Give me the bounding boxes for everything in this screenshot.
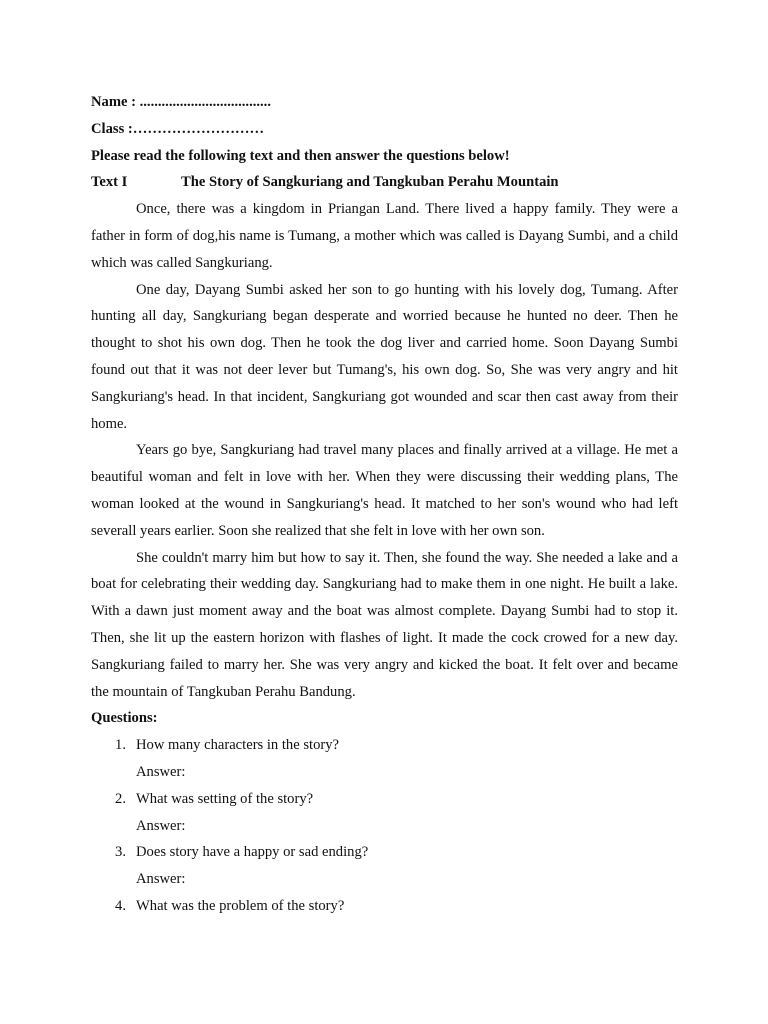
story-paragraph-2: One day, Dayang Sumbi asked her son to go hunting with his lovely dog, Tumang. After hunting all day, Sangkuriang began desperate and worried because he hunted no deer. Then he thought to shot his own dog. Then he took the dog liver and carried home. Soon Dayang Sumbi found out that it was not deer lever but Tumang's, his own dog. So, She was very angry and hit Sangkuriang's head. In that incident, Sangkuriang got wounded and scar then cast away from their home. <box>91 281 678 432</box>
questions-list <box>91 732 678 920</box>
question-text: What was setting of the story? <box>136 790 314 807</box>
instruction-text: Please read the following text and then answer the questions below! <box>91 147 510 164</box>
text-heading-row <box>91 169 678 196</box>
question-item-1 <box>91 732 678 759</box>
answer-label: Answer: <box>136 763 186 780</box>
story-paragraph-3: Years go bye, Sangkuriang had travel many places and finally arrived at a village. He met a beautiful woman and felt in love with her. When they were discussing their wedding plans, The woman looked at the wound in Sangkuriang's head. It matched to her son's wound who had left severall years earlier. Soon she realized that she felt in love with her own son. <box>91 442 678 539</box>
question-item-3 <box>91 839 678 866</box>
question-text: What was the problem of the story? <box>136 897 345 914</box>
question-text: Does story have a happy or sad ending? <box>136 844 369 861</box>
story-paragraph-1: Once, there was a kingdom in Priangan Land. There lived a happy family. They were a father in form of dog,his name is Tumang, a mother which was called is Dayang Sumbi, and a child which was called Sangkuriang. <box>91 201 678 271</box>
question-item-2 <box>91 786 678 813</box>
question-number: 4. <box>115 897 126 914</box>
answer-label: Answer: <box>136 817 186 834</box>
story-body <box>91 196 678 705</box>
question-text: How many characters in the story? <box>136 737 340 754</box>
questions-heading: Questions: <box>91 710 158 727</box>
worksheet-page <box>91 89 678 920</box>
answer-label: Answer: <box>136 871 186 888</box>
question-number: 1. <box>115 737 126 754</box>
class-field-line: Class :……………………… <box>91 120 265 137</box>
question-number: 3. <box>115 844 126 861</box>
question-number: 2. <box>115 790 126 807</box>
question-item-4 <box>91 893 678 920</box>
story-paragraph-4: She couldn't marry him but how to say it. Then, she found the way. She needed a lake and a boat for celebrating their wedding day. Sangkuriang had to make them in one night. He built a lake. With a dawn just moment away and the boat was almost complete. Dayang Sumbi had to stop it. Then, she lit up the eastern horizon with flashes of light. It made the cock crowed for a new day. Sangkuriang failed to marry her. She was very angry and kicked the boat. It felt over and became the mountain of Tangkuban Perahu Bandung. <box>91 549 678 700</box>
story-title: The Story of Sangkuriang and Tangkuban Perahu Mountain <box>181 174 559 191</box>
text-label: Text I <box>91 174 128 191</box>
name-field-line: Name : .................................... <box>91 94 271 110</box>
